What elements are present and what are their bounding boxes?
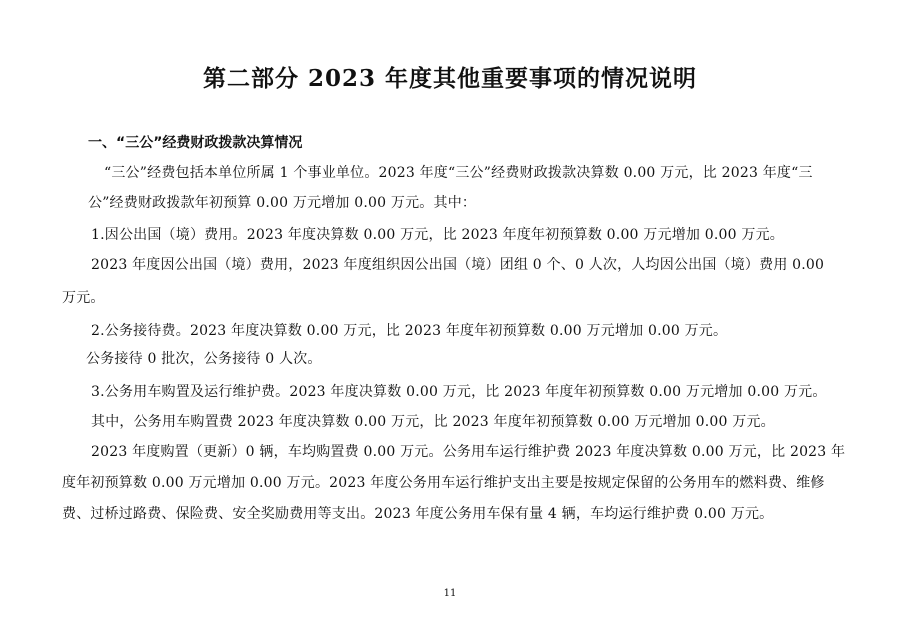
page-title: 第二部分 2023 年度其他重要事项的情况说明 <box>202 65 698 92</box>
page-number: 11 <box>443 588 457 599</box>
paragraph-line-4: 2023 年度因公出国（境）费用，2023 年度组织因公出国（境）团组 0 个、0 人次，人均因公出国（境）费用 0.00 <box>91 257 825 273</box>
paragraph-line-10: 2023 年度购置（更新）0 辆，车均购置费 0.00 万元。公务用车运行维护费 2023 年度决算数 0.00 万元，比 2023 年 <box>91 444 846 460</box>
paragraph-line-7: 公务接待 0 批次，公务接待 0 人次。 <box>86 351 322 367</box>
paragraph-line-3: 1.因公出国（境）费用。2023 年度决算数 0.00 万元，比 2023 年度年初预算数 0.00 万元增加 0.00 万元。 <box>91 227 784 243</box>
paragraph-line-6: 2.公务接待费。2023 年度决算数 0.00 万元，比 2023 年度年初预算数 0.00 万元增加 0.00 万元。 <box>91 323 728 339</box>
paragraph-line-2: 公”经费财政拨款年初预算 0.00 万元增加 0.00 万元。其中： <box>88 195 477 211</box>
section-heading: 一、“三公”经费财政拨款决算情况 <box>88 135 303 151</box>
paragraph-line-1: “三公”经费包括本单位所属 1 个事业单位。2023 年度“三公”经费财政拨款决算数 0.00 万元，比 2023 年度“三 <box>104 165 813 181</box>
paragraph-line-9: 其中，公务用车购置费 2023 年度决算数 0.00 万元，比 2023 年度年初预算数 0.00 万元增加 0.00 万元。 <box>91 414 775 430</box>
paragraph-line-11: 度年初预算数 0.00 万元增加 0.00 万元。2023 年度公务用车运行维护支出主要是按规定保留的公务用车的燃料费、维修 <box>62 475 825 491</box>
paragraph-line-12: 费、过桥过路费、保险费、安全奖励费用等支出。2023 年度公务用车保有量 4 辆，车均运行维护费 0.00 万元。 <box>62 506 774 522</box>
paragraph-line-5: 万元。 <box>62 290 105 306</box>
paragraph-line-8: 3.公务用车购置及运行维护费。2023 年度决算数 0.00 万元，比 2023 年度年初预算数 0.00 万元增加 0.00 万元。 <box>91 384 827 400</box>
